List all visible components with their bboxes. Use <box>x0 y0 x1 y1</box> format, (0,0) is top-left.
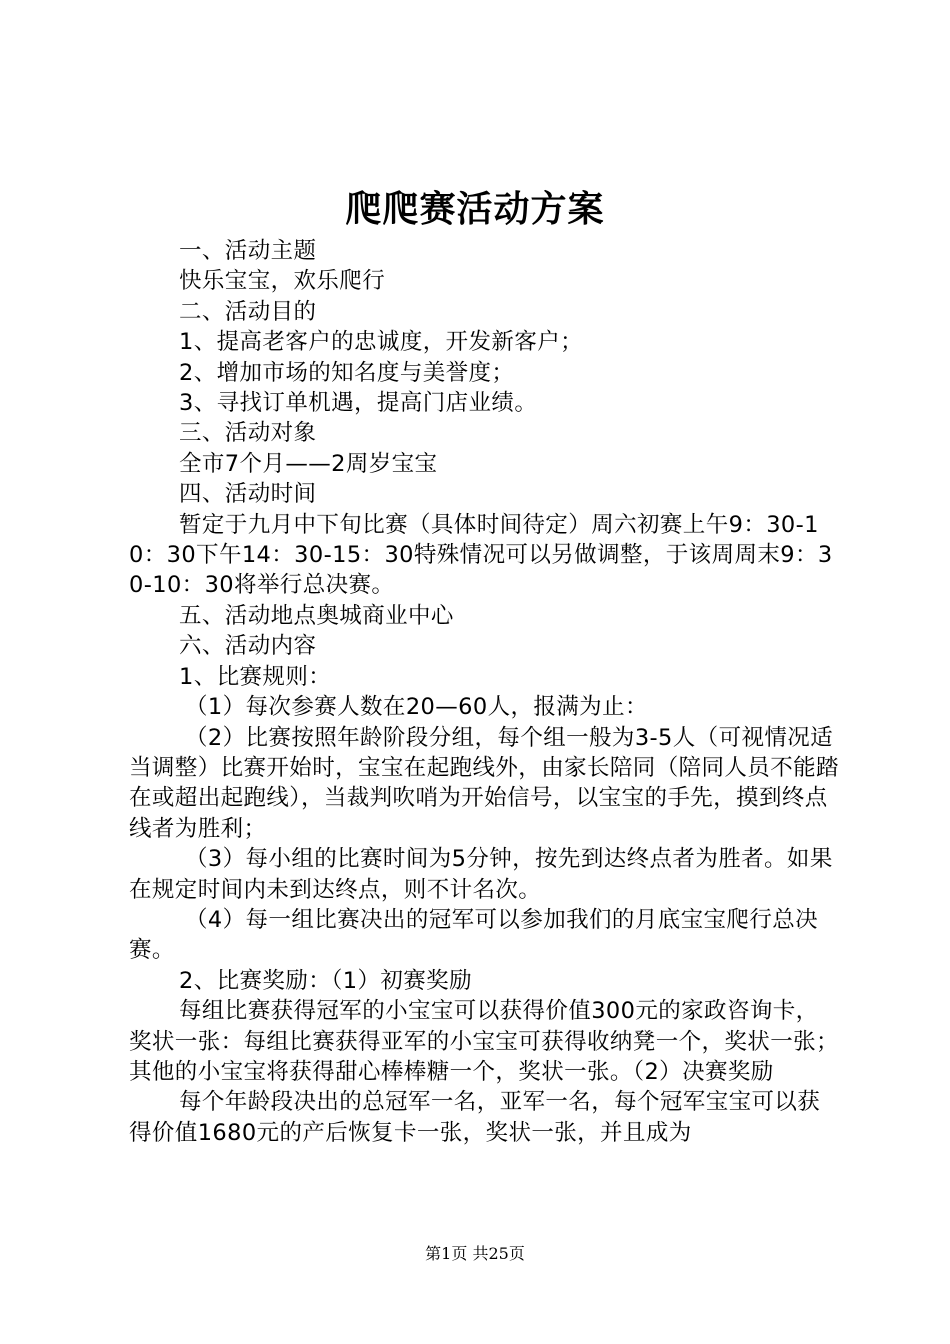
document-body <box>129 236 841 1148</box>
section-heading-time: 四、活动时间 <box>179 481 317 508</box>
subsection-heading-rules: 1、比赛规则： <box>179 663 332 690</box>
section-heading-purpose: 二、活动目的 <box>179 298 317 325</box>
page-number: 第1页 <box>425 1244 468 1263</box>
paragraph: 全市7个月——2周岁宝宝 <box>179 450 438 477</box>
page-footer <box>0 1243 950 1265</box>
section-heading-location: 五、活动地点奥城商业中心 <box>179 602 454 629</box>
paragraph: 每个年龄段决出的总冠军一名，亚军一名，每个冠军宝宝可以获得价值1680元的产后恢复卡一张，奖状一张，并且成为 <box>129 1089 821 1146</box>
section-heading-theme: 一、活动主题 <box>179 238 317 264</box>
document-title: 爬爬赛活动方案 <box>345 188 605 230</box>
paragraph: 每组比赛获得冠军的小宝宝可以获得价值300元的家政咨询卡，奖状一张：每组比赛获得亚军的小宝宝可获得收纳凳一个，奖状一张；其他的小宝宝将获得甜心棒棒糖一个，奖状一张。（2）决赛奖励 <box>129 998 839 1085</box>
list-item: 2、增加市场的知名度与美誉度； <box>179 359 515 386</box>
paragraph: 暂定于九月中下旬比赛（具体时间待定）周六初赛上午9：30-10：30下午14：30-15：30特殊情况可以另做调整，于该周周末9：30-10：30将举行总决赛。 <box>129 511 833 599</box>
rule-item: （4）每一组比赛决出的冠军可以参加我们的月底宝宝爬行总决赛。 <box>129 906 819 964</box>
section-heading-content: 六、活动内容 <box>179 633 317 660</box>
rule-item: （2）比赛按照年龄阶段分组，每个组一般为3-5人（可视情况适当调整）比赛开始时，宝宝在起跑线外，由家长陪同（陪同人员不能踏在或超出起跑线），当裁判吹哨为开始信号，以宝宝的手先，摸到终点线者为胜利； <box>129 724 839 842</box>
page-total: 共25页 <box>472 1244 525 1263</box>
subsection-heading-awards: 2、比赛奖励：（1）初赛奖励 <box>179 967 472 994</box>
rule-item: （3）每小组的比赛时间为5分钟，按先到达终点者为胜者。如果在规定时间内未到达终点，则不计名次。 <box>129 846 833 903</box>
rule-item: （1）每次参赛人数在20—60人，报满为止： <box>185 694 648 721</box>
section-heading-audience: 三、活动对象 <box>179 420 317 447</box>
list-item: 1、提高老客户的忠诚度，开发新客户； <box>179 329 584 356</box>
paragraph: 快乐宝宝，欢乐爬行 <box>179 268 386 295</box>
list-item: 3、寻找订单机遇，提高门店业绩。 <box>179 390 538 417</box>
